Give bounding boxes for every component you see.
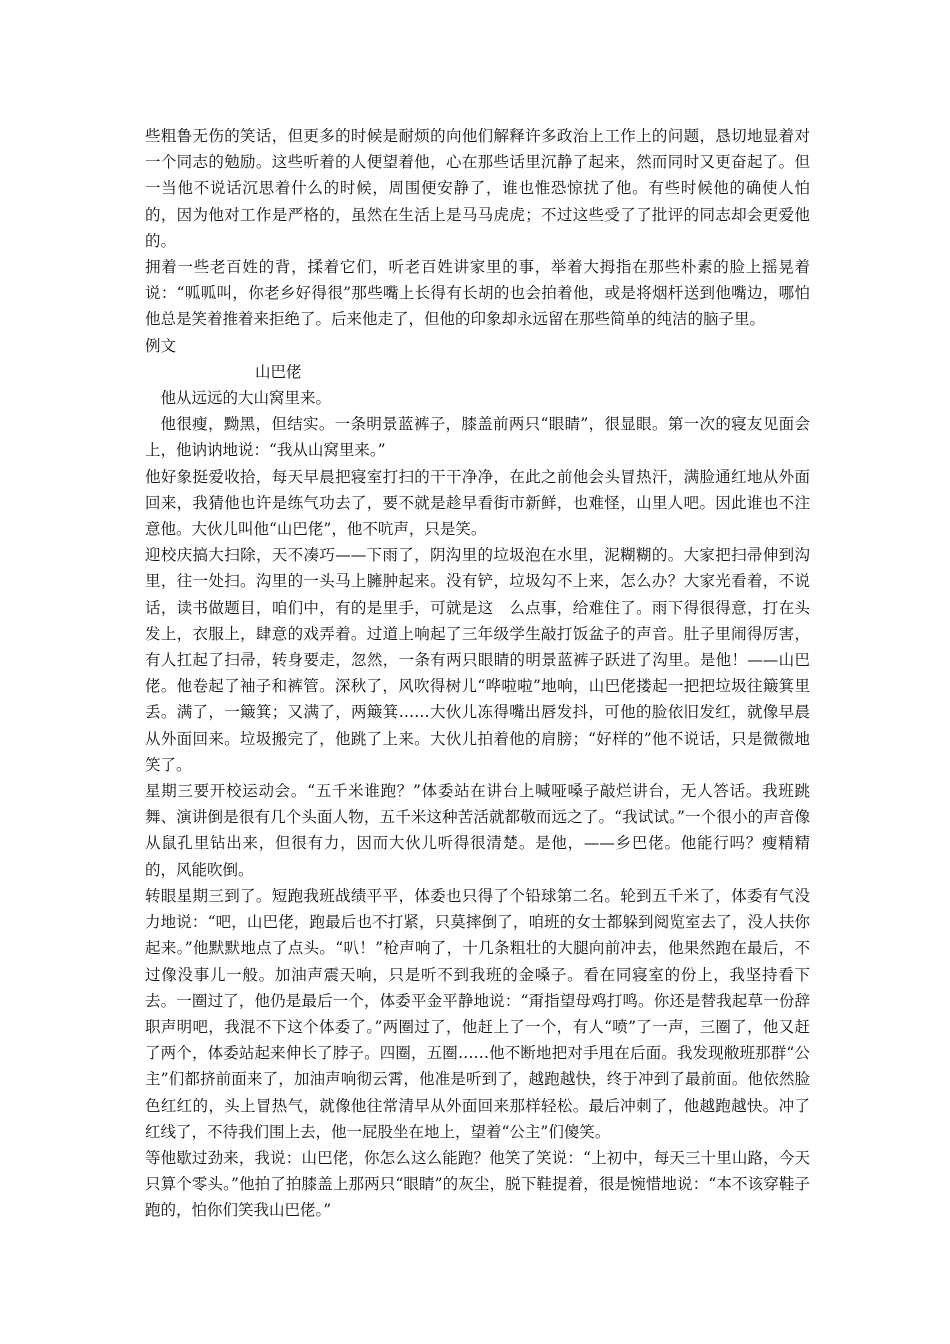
essay-paragraph: 转眼星期三到了。短跑我班战绩平平，体委也只得了个铅球第二名。轮到五千米了，体委有气没力地说：“吧，山巴佬，跑最后也不打紧，只莫摔倒了，咱班的女士都躲到阅览室去了，没人扶你起来。”他默默地点了点头。“叭！”枪声响了，十几条粗壮的大腿向前冲去，他果然跑在最后，不过像没事儿一般。加油声震天响，只是听不到我班的金嗓子。看在同寝室的份上，我坚持看下去。一圈过了，他仍是最后一个，体委平金平静地说：“甭指望母鸡打鸣。你还是替我起草一份辞职声明吧，我混不下这个体委了。”两圈过了，他赶上了一个，有人“喷”了一声，三圈了，他又赶了两个，体委站起来伸长了脖子。四圈，五圈……他不断地把对手甩在后面。我发现敝班那群“公主”们都挤前面来了，加油声响彻云霄，他准是听到了，越跑越快，终于冲到了最前面。他依然脸色红红的，头上冒热气，就像他往常清早从外面回来那样轻松。最后冲刺了，他越跑越快。冲了红线了，不待我们围上去，他一屁股坐在地上，望着“公主”们傻笑。 [145,886,810,1141]
essay-paragraph: 他好象挺爱收拾，每天早晨把寝室打扫的干干净净，在此之前他会头冒热汗，满脸通红地从外面回来，我猜他也许是练气功去了，要不就是趁早看街市新鲜，也难怪，山里人吧。因此谁也不注意他。大伙儿叫他“山巴佬”，他不吭声，只是笑。 [145,467,810,539]
essay-paragraph: 他很瘦，黝黑，但结实。一条明景蓝裤子，膝盖前两只“眼睛”，很显眼。第一次的寝友见面会上，他讷讷地说：“我从山窝里来。” [145,415,810,460]
intro-paragraph: 些粗鲁无伤的笑话，但更多的时候是耐烦的向他们解释许多政治上工作上的问题，恳切地显着对一个同志的勉励。这些听着的人便望着他，心在那些话里沉静了起来，然而同时又更奋起了。但一当他不说话沉思着什么的时候，周围便安静了，谁也惟恐惊扰了他。有些时候他的确使人怕的，因为他对工作是严格的，虽然在生活上是马马虎虎；不过这些受了了批评的同志却会更爱他的。 [145,127,810,250]
example-label: 例文 [145,336,177,355]
essay-paragraph: 等他歇过劲来，我说：山巴佬，你怎么这么能跑？他笑了笑说：“上初中，每天三十里山路，今天只算个零头。”他拍了拍膝盖上那两只“眼睛”的灰尘，脱下鞋提着，很是惋惜地说：“本不该穿鞋子跑的，怕你们笑我山巴佬。” [145,1148,810,1220]
essay-paragraph: 他从远远的大山窝里来。 [160,389,332,408]
essay-paragraph: 迎校庆搞大扫除，天不凑巧——下雨了，阴沟里的垃圾泡在水里，泥糊糊的。大家把扫帚伸到沟里，往一处扫。沟里的一头马上臃肿起来。没有铲，垃圾勾不上来，怎么办？大家光看着，不说话，读书做题目，咱们中，有的是里手，可就是这 么点事，给难住了。雨下得很得意，打在头发上，衣服上，肆意的戏弄着。过道上响起了三年级学生敲打饭盆子的声音。肚子里闹得厉害，有人扛起了扫帚，转身要走，忽然，一条有两只眼睛的明景蓝裤子跃进了沟里。是他！——山巴佬。他卷起了袖子和裤管。深秋了，风吹得树儿“哗啦啦”地响，山巴佬搂起一把把垃圾往簸箕里丢。满了，一簸箕；又满了，两簸箕……大伙儿冻得嘴出唇发抖，可他的脸依旧发红，就像早晨从外面回来。垃圾搬完了，他跳了上来。大伙儿拍着他的肩膀；“好样的”他不说话，只是微微地笑了。 [145,546,810,774]
essay-title: 山巴佬 [255,362,302,381]
essay-paragraph: 星期三要开校运动会。“五千米谁跑？”体委站在讲台上喊哑嗓子敲烂讲台，无人答话。我班跳舞、演讲倒是很有几个头面人物，五千米这种苦活就都敬而远之了。“我试试。”一个很小的声音像从鼠孔里钻出来，但很有力，因而大伙儿听得很清楚。是他，——乡巴佬。他能行吗？瘦精精的，风能吹倒。 [145,782,810,879]
intro-paragraph: 拥着一些老百姓的背，揉着它们，听老百姓讲家里的事，举着大拇指在那些朴素的脸上摇晃着说：“呱呱叫，你老乡好得很”那些嘴上长得有长胡的也会拍着他，或是将烟杆送到他嘴边，哪怕他总是笑着推着来拒绝了。后来他走了，但他的印象却永远留在那些简单的纯洁的脑子里。 [145,258,810,329]
document-page [145,123,810,1224]
